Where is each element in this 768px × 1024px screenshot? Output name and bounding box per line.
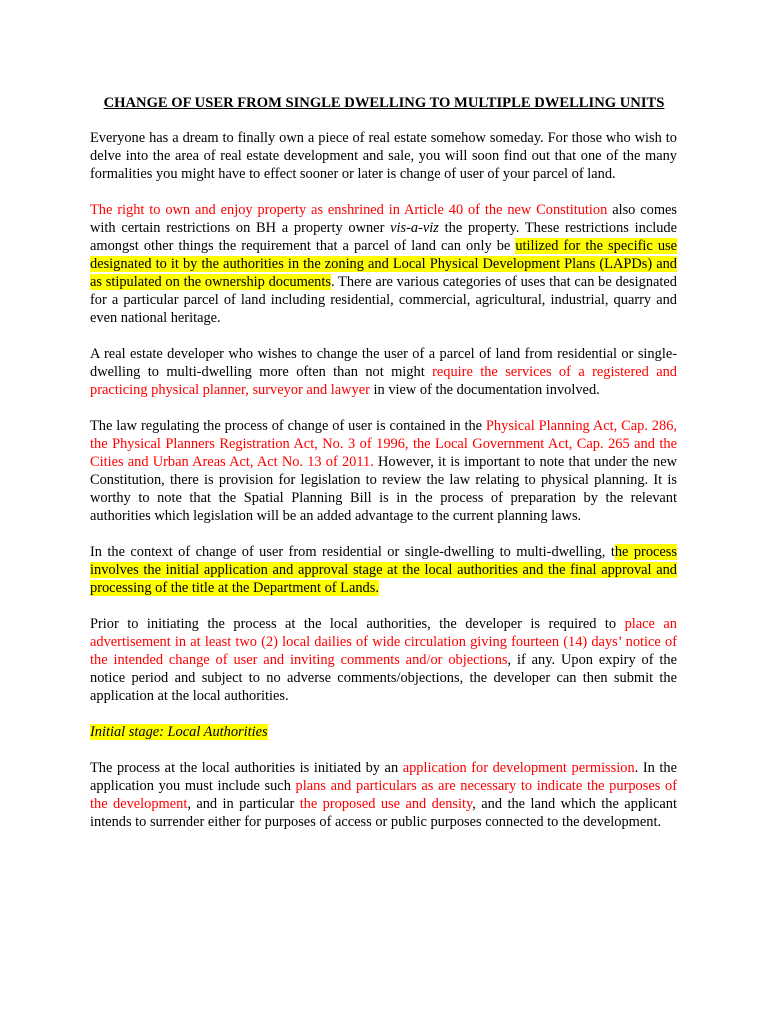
section-heading	[90, 723, 677, 741]
initial-stage-heading: Initial stage: Local Authorities	[90, 724, 268, 740]
text-run: , and the land which the applicant intends to surrender either for purposes of access or public purposes connected to the development.	[90, 796, 677, 830]
red-text: Physical Planning Act, Cap. 286, the Physical Planners Registration Act, No. 3 of 1996, the Local Government Act, Cap. 265 and the Cities and Urban Areas Act, Act No. 13 of 2011.	[90, 418, 677, 470]
paragraph-property-rights	[90, 201, 677, 327]
red-text: plans and particulars as are necessary to indicate the purposes of the development	[90, 778, 677, 812]
text-run: The law regulating the process of change of user is contained in the	[90, 418, 486, 434]
red-text: application for development permission	[402, 760, 635, 776]
text-run: In the context of change of user from residential or single-dwelling to multi-dwelling, t	[90, 544, 615, 560]
text-run: . There are various categories of uses that can be designated for a particular parcel of land including residential, commercial, agricultural, industrial, quarry and even national heritage.	[90, 274, 677, 326]
red-text: require the services of a registered and practicing physical planner, surveyor and lawyer	[90, 364, 677, 398]
text-run: , and in particular	[187, 796, 300, 812]
text-run: the property. These restrictions include amongst other things the requirement that a parcel of land can only be	[90, 220, 677, 254]
italic-text: vis-a-viz	[390, 220, 439, 236]
paragraph-advertisement	[90, 615, 677, 705]
paragraph-developer	[90, 345, 677, 399]
text-run: The process at the local authorities is initiated by an	[90, 760, 403, 776]
red-text: place an advertisement in at least two (2) local dailies of wide circulation giving fourteen (14) days’ notice of the intended change of user and inviting comments and/or objections	[90, 616, 677, 668]
paragraph-law	[90, 417, 677, 525]
document-body	[90, 129, 677, 849]
text-run: also comes with certain restrictions on BH a property owner	[90, 202, 677, 236]
red-text: The right to own and enjoy property as enshrined in Article 40 of the new Constitution	[90, 202, 608, 218]
text-run: A real estate developer who wishes to change the user of a parcel of land from residential or single-dwelling to multi-dwelling more often than not might	[90, 346, 677, 380]
paragraph-local-authorities	[90, 759, 677, 831]
text-run: . In the application you must include such	[90, 760, 677, 794]
text-run: in view of the documentation involved.	[369, 382, 600, 398]
document-title: CHANGE OF USER FROM SINGLE DWELLING TO MULTIPLE DWELLING UNITS	[103, 95, 665, 111]
text-run: Prior to initiating the process at the local authorities, the developer is required to	[90, 616, 625, 632]
text-run: However, it is important to note that under the new Constitution, there is provision for legislation to review the law relating to physical planning. It is worthy to note that the Spatial Planning Bill is in the process of preparation by the relevant authorities which legislation will be an added advantage to the current planning laws.	[90, 454, 677, 524]
paragraph-intro: Everyone has a dream to finally own a piece of real estate somehow someday. For those who wish to delve into the area of real estate development and sale, you will soon find out that one of the many formalities you might have to effect sooner or later is change of user of your parcel of land.	[90, 130, 677, 182]
highlighted-text: he process involves the initial application and approval stage at the local authorities and the final approval and processing of the title at the Department of Lands.	[90, 544, 677, 596]
text-run: , if any. Upon expiry of the notice period and subject to no adverse comments/objections, the developer can then submit the application at the local authorities.	[90, 652, 677, 704]
red-text: the proposed use and density	[299, 796, 473, 812]
highlighted-text: utilized for the specific use designated to it by the authorities in the zoning and Local Physical Development Plans (LAPDs) and as stipulated on the ownership documents	[90, 238, 678, 290]
paragraph-process-context	[90, 543, 677, 597]
